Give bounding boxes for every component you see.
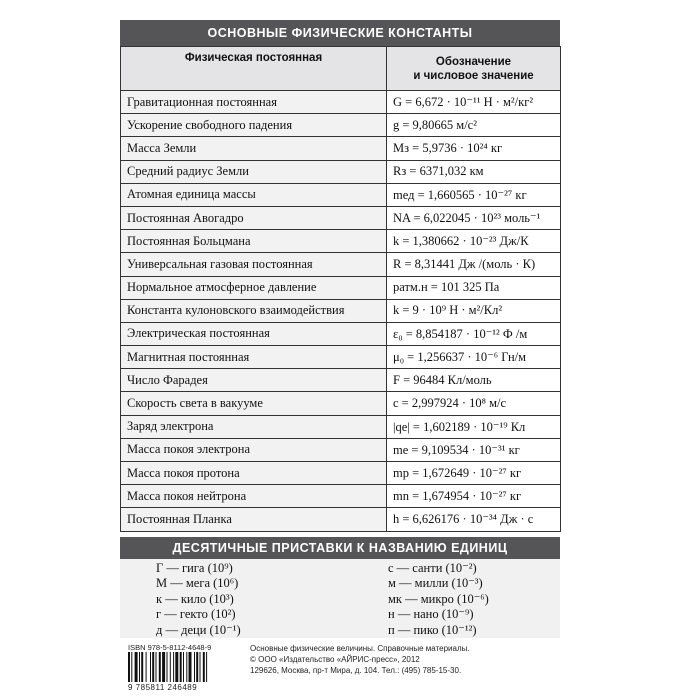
- table-row: [121, 114, 561, 137]
- constant-name: Электрическая постоянная: [121, 322, 387, 345]
- constant-name: Заряд электрона: [121, 415, 387, 438]
- table-row: [121, 392, 561, 415]
- constant-value: R = 8,31441 Дж /(моль · К): [387, 253, 561, 276]
- constant-name: Постоянная Авогадро: [121, 206, 387, 229]
- constant-value: mn = 1,674954 · 10⁻²⁷ кг: [387, 485, 561, 508]
- constant-name: Ускорение свободного падения: [121, 114, 387, 137]
- constant-value: G = 6,672 · 10⁻¹¹ Н · м²/кг²: [387, 91, 561, 114]
- table-row: [121, 253, 561, 276]
- barcode-bar: [194, 652, 195, 682]
- constant-value: mp = 1,672649 · 10⁻²⁷ кг: [387, 462, 561, 485]
- table-row: [121, 346, 561, 369]
- column-header-constant: Физическая постоянная: [121, 47, 387, 91]
- table-row: [121, 438, 561, 461]
- barcode-bar: [152, 652, 154, 682]
- publisher-info: [250, 643, 470, 676]
- constant-value: pатм.н = 101 325 Па: [387, 276, 561, 299]
- barcode-bar: [141, 652, 143, 682]
- prefixes-left-column: [156, 561, 241, 638]
- prefix-item: Г — гига (10⁹): [156, 561, 233, 575]
- publisher-line-2: © ООО «Издательство «АЙРИС-пресс», 2012: [250, 655, 420, 664]
- publisher-line-3: 129626, Москва, пр-т Мира, д. 104. Тел.: (495) 785-15-30.: [250, 666, 462, 675]
- prefix-item: г — гекто (10²): [156, 607, 236, 622]
- table-header-row: [121, 47, 561, 91]
- table-row: [121, 183, 561, 206]
- table-row: [121, 276, 561, 299]
- table-row: [121, 415, 561, 438]
- barcode-bar: [175, 652, 178, 682]
- barcode-bar: [156, 652, 157, 682]
- prefixes-section: [120, 559, 560, 638]
- prefix-item: п — пико (10⁻¹²): [388, 622, 477, 637]
- constant-name: Постоянная Больцмана: [121, 230, 387, 253]
- barcode-bar: [203, 652, 205, 682]
- barcode-bar: [206, 652, 207, 682]
- column-header-value-line1: Обозначение: [435, 55, 512, 68]
- prefix-item: н — нано (10⁻⁹): [388, 607, 474, 622]
- barcode-number: 9 785811 246489: [128, 683, 198, 692]
- constant-name: Число Фарадея: [121, 369, 387, 392]
- barcode-bar: [180, 652, 182, 682]
- constant-name: Атомная единица массы: [121, 183, 387, 206]
- constant-name: Нормальное атмосферное давление: [121, 276, 387, 299]
- barcode-bar: [150, 652, 151, 682]
- constant-value: F = 96484 Кл/моль: [387, 369, 561, 392]
- constant-value: Mз = 5,9736 · 10²⁴ кг: [387, 137, 561, 160]
- constant-value: mед = 1,660565 · 10⁻²⁷ кг: [387, 183, 561, 206]
- constant-name: Магнитная постоянная: [121, 346, 387, 369]
- barcode-bar: [196, 652, 198, 682]
- barcode-bar: [146, 652, 147, 682]
- constant-name: Константа кулоновского взаимодействия: [121, 299, 387, 322]
- constant-name: Масса покоя электрона: [121, 438, 387, 461]
- barcode-bar: [159, 652, 161, 682]
- constant-name: Масса Земли: [121, 137, 387, 160]
- prefix-item: м — милли (10⁻³): [388, 576, 483, 591]
- barcode-bar: [131, 652, 132, 682]
- prefix-item: мк — микро (10⁻⁶): [388, 591, 489, 606]
- constant-value: me = 9,109534 · 10⁻³¹ кг: [387, 438, 561, 461]
- table-row: [121, 160, 561, 183]
- constant-name: Средний радиус Земли: [121, 160, 387, 183]
- table-row: [121, 91, 561, 114]
- constant-value: h = 6,626176 · 10⁻³⁴ Дж · с: [387, 508, 561, 531]
- constant-value: g = 9,80665 м/с²: [387, 114, 561, 137]
- constant-name: Универсальная газовая постоянная: [121, 253, 387, 276]
- footer: [120, 638, 560, 695]
- constant-value: μ₀ = 1,256637 · 10⁻⁶ Гн/м: [387, 346, 561, 369]
- table-row: [121, 508, 561, 531]
- isbn-text: ISBN 978-5-8112-4648-9: [128, 643, 212, 652]
- constant-value: c = 2,997924 · 10⁸ м/с: [387, 392, 561, 415]
- table-row: [121, 322, 561, 345]
- prefix-item: с — санти (10⁻²): [388, 561, 477, 575]
- prefix-item: к — кило (10³): [156, 591, 234, 606]
- constant-value: |qe| = 1,602189 · 10⁻¹⁹ Кл: [387, 415, 561, 438]
- barcode-bar: [135, 652, 138, 682]
- constant-value: k = 9 · 10⁹ Н · м²/Кл²: [387, 299, 561, 322]
- constant-value: NA = 6,022045 · 10²³ моль⁻¹: [387, 206, 561, 229]
- barcode-bar: [170, 652, 171, 682]
- barcode-bar: [189, 652, 192, 682]
- constants-title: ОСНОВНЫЕ ФИЗИЧЕСКИЕ КОНСТАНТЫ: [120, 20, 560, 46]
- constant-name: Гравитационная постоянная: [121, 91, 387, 114]
- barcode-icon: [128, 652, 238, 682]
- barcode-bar: [162, 652, 165, 682]
- table-row: [121, 230, 561, 253]
- prefix-item: М — мега (10⁶): [156, 576, 239, 591]
- barcode-bar: [200, 652, 201, 682]
- table-row: [121, 462, 561, 485]
- table-row: [121, 485, 561, 508]
- constants-table: [120, 46, 561, 532]
- constant-name: Скорость света в вакууме: [121, 392, 387, 415]
- barcode-bar: [167, 652, 168, 682]
- publisher-line-1: Основные физические величины. Справочные материалы.: [250, 644, 470, 653]
- barcode-bar: [183, 652, 184, 682]
- column-header-value: [387, 47, 561, 91]
- constant-value: k = 1,380662 · 10⁻²³ Дж/К: [387, 230, 561, 253]
- constant-name: Масса покоя нейтрона: [121, 485, 387, 508]
- constant-name: Постоянная Планка: [121, 508, 387, 531]
- prefix-item: д — деци (10⁻¹): [156, 622, 241, 637]
- prefixes-title: ДЕСЯТИЧНЫЕ ПРИСТАВКИ К НАЗВАНИЮ ЕДИНИЦ: [120, 537, 560, 559]
- barcode-bar: [186, 652, 187, 682]
- table-row: [121, 369, 561, 392]
- table-row: [121, 206, 561, 229]
- prefixes-right-column: [388, 561, 489, 638]
- table-row: [121, 299, 561, 322]
- constant-name: Масса покоя протона: [121, 462, 387, 485]
- barcode-bar: [173, 652, 174, 682]
- constant-value: Rз = 6371,032 км: [387, 160, 561, 183]
- constant-value: ε₀ = 8,854187 · 10⁻¹² Ф /м: [387, 322, 561, 345]
- barcode-bar: [139, 652, 140, 682]
- table-row: [121, 137, 561, 160]
- column-header-value-line2: и числовое значение: [413, 69, 534, 82]
- barcode-bar: [128, 652, 130, 682]
